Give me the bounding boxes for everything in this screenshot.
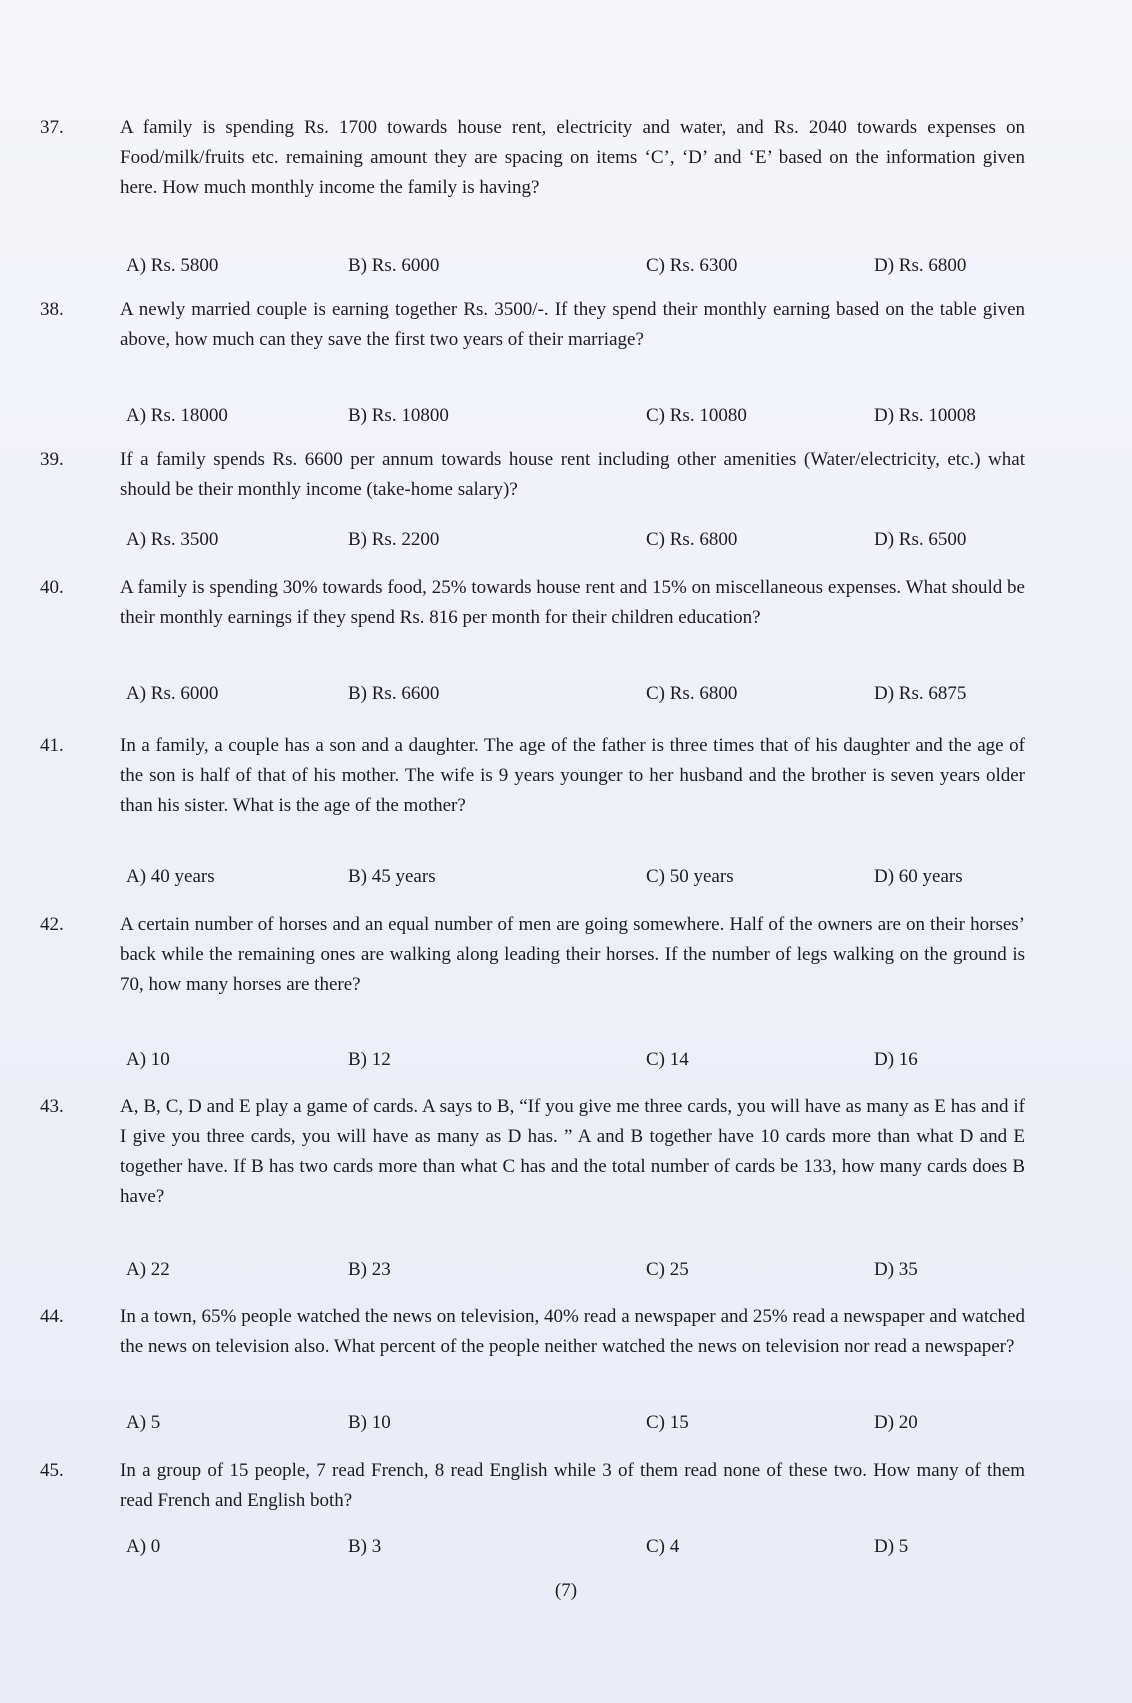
option-b: B) 10 — [348, 1412, 391, 1433]
option-c: C) 15 — [646, 1412, 689, 1433]
question-text: In a group of 15 people, 7 read French, 8 read English while 3 of them read none of these two. How many of them read French and English both? — [120, 1460, 1025, 1511]
option-a: A) 5 — [126, 1412, 161, 1433]
question-number: 44. — [40, 1306, 64, 1327]
option-a: A) 0 — [126, 1536, 161, 1557]
option-b: B) Rs. 6600 — [348, 683, 440, 704]
option-d: D) 16 — [874, 1049, 918, 1070]
option-d: D) Rs. 10008 — [874, 405, 976, 426]
question-text: A family is spending Rs. 1700 towards house rent, electricity and water, and Rs. 2040 towards expenses on Food/milk/fruits etc. remaining amount they are spacing on items ‘C’, ‘D’ and ‘E’ based on the information given here. How much monthly income the family is having? — [120, 117, 1025, 198]
option-c: C) Rs. 10080 — [646, 405, 747, 426]
question-number: 37. — [40, 117, 64, 138]
option-d: D) 5 — [874, 1536, 909, 1557]
option-d: D) Rs. 6875 — [874, 683, 967, 704]
option-a: A) 22 — [126, 1259, 170, 1280]
option-c: C) 4 — [646, 1536, 680, 1557]
question-text: If a family spends Rs. 6600 per annum towards house rent including other amenities (Water/electricity, etc.) what should be their monthly income (take-home salary)? — [120, 449, 1025, 500]
option-b: B) 45 years — [348, 866, 436, 887]
option-c: C) Rs. 6300 — [646, 255, 738, 276]
question-text: A, B, C, D and E play a game of cards. A says to B, “If you give me three cards, you will have as many as E has and if I give you three cards, you will have as many as D has. ” A and B together have 10 cards more than what D and E together have. If B has two cards more than what C has and the total number of cards be 133, how many cards does B have? — [120, 1096, 1025, 1207]
question-text: In a family, a couple has a son and a daughter. The age of the father is three times that of his daughter and the age of the son is half of that of his mother. The wife is 9 years younger to her husband and the brother is seven years older than his sister. What is the age of the mother? — [120, 735, 1025, 816]
option-c: C) 14 — [646, 1049, 689, 1070]
option-c: C) Rs. 6800 — [646, 529, 738, 550]
option-c: C) 50 years — [646, 866, 734, 887]
option-c: C) Rs. 6800 — [646, 683, 738, 704]
page-number: (7) — [554, 1580, 578, 1601]
question-number: 42. — [40, 914, 64, 935]
option-b: B) Rs. 2200 — [348, 529, 440, 550]
option-b: B) 3 — [348, 1536, 382, 1557]
question-text: A newly married couple is earning together Rs. 3500/-. If they spend their monthly earning based on the table given above, how much can they save the first two years of their marriage? — [120, 299, 1025, 350]
option-a: A) Rs. 6000 — [126, 683, 219, 704]
question-number: 38. — [40, 299, 64, 320]
question-number: 45. — [40, 1460, 64, 1481]
question-number: 41. — [40, 735, 64, 756]
option-d: D) 20 — [874, 1412, 918, 1433]
option-a: A) Rs. 18000 — [126, 405, 228, 426]
question-number: 40. — [40, 577, 64, 598]
option-b: B) 23 — [348, 1259, 391, 1280]
option-b: B) 12 — [348, 1049, 391, 1070]
question-number: 39. — [40, 449, 64, 470]
question-text: In a town, 65% people watched the news on television, 40% read a newspaper and 25% read a newspaper and watched the news on television also. What percent of the people neither watched the news on television nor read a newspaper? — [120, 1306, 1025, 1357]
option-a: A) 10 — [126, 1049, 170, 1070]
option-b: B) Rs. 10800 — [348, 405, 449, 426]
question-number: 43. — [40, 1096, 64, 1117]
option-d: D) Rs. 6500 — [874, 529, 967, 550]
option-a: A) Rs. 3500 — [126, 529, 219, 550]
option-c: C) 25 — [646, 1259, 689, 1280]
question-text: A certain number of horses and an equal number of men are going somewhere. Half of the owners are on their horses’ back while the remaining ones are walking along leading their horses. If the number of legs walking on the ground is 70, how many horses are there? — [120, 914, 1025, 995]
option-d: D) 35 — [874, 1259, 918, 1280]
option-a: A) 40 years — [126, 866, 215, 887]
option-a: A) Rs. 5800 — [126, 255, 219, 276]
question-text: A family is spending 30% towards food, 25% towards house rent and 15% on miscellaneous expenses. What should be their monthly earnings if they spend Rs. 816 per month for their children education? — [120, 577, 1025, 628]
option-b: B) Rs. 6000 — [348, 255, 440, 276]
option-d: D) 60 years — [874, 866, 963, 887]
option-d: D) Rs. 6800 — [874, 255, 967, 276]
